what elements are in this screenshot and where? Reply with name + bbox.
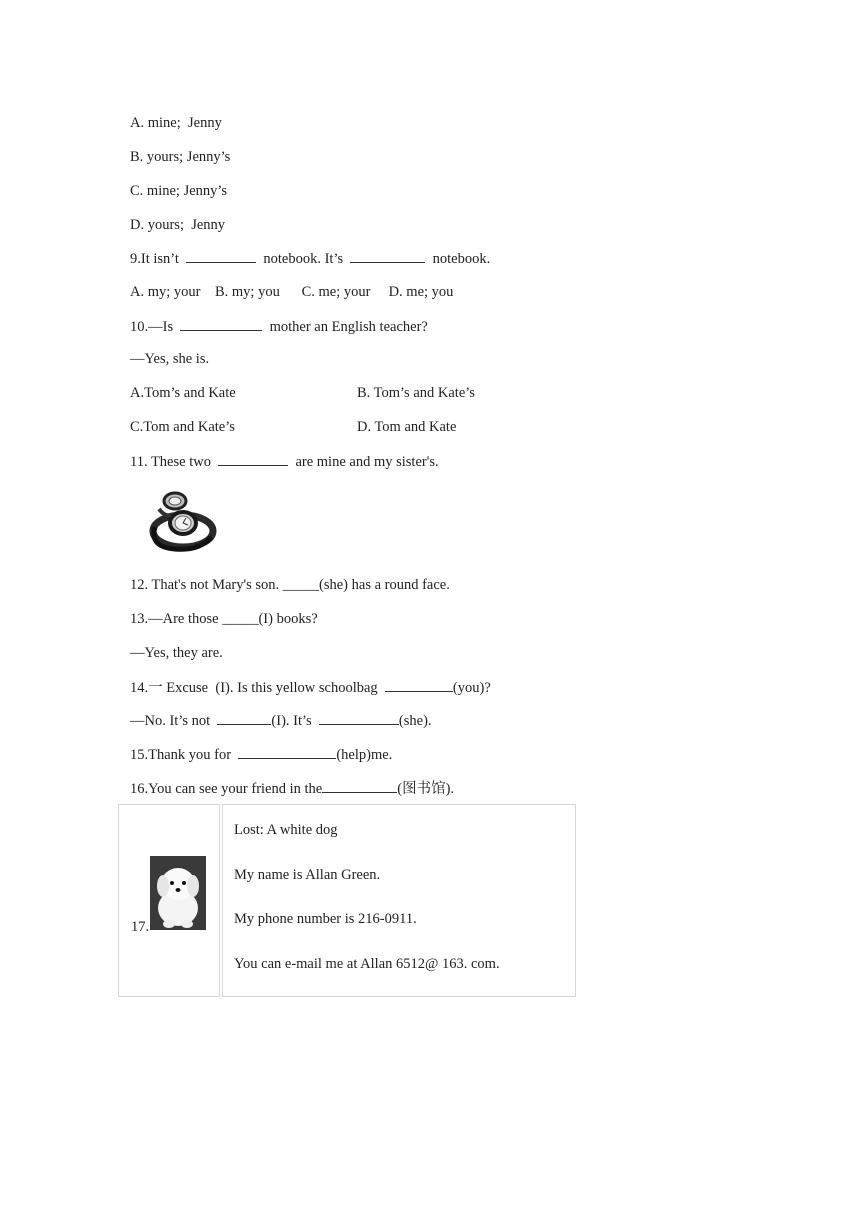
q10-option-c: C.Tom and Kate’s (130, 419, 235, 435)
q10-option-b: B. Tom’s and Kate’s (357, 385, 475, 401)
q8-option-d: D. yours; Jenny (130, 217, 226, 233)
q14-line2-mid: (I). It’s (271, 713, 319, 729)
notice-line-3: My phone number is 216-0911. (234, 911, 417, 927)
dog-image (150, 856, 206, 930)
q14-mid: (I). Is this yellow schoolbag (215, 680, 385, 696)
q16-prefix: 16.You can see your friend in the (130, 781, 323, 797)
q11-question (130, 452, 439, 471)
q14-blank-2 (217, 711, 271, 725)
q11-prefix: 11. These two (130, 454, 219, 470)
q9-suffix: notebook. (425, 251, 491, 267)
q8-option-a: A. mine; Jenny (130, 115, 222, 131)
notice-line-4: You can e-mail me at Allan 6512@ 163. com. (234, 956, 500, 972)
q8-option-b: B. yours; Jenny’s (130, 149, 231, 165)
q10-option-d: D. Tom and Kate (357, 419, 457, 435)
q14-line2-suffix: (she). (398, 713, 432, 729)
q17-number: 17. (131, 919, 150, 935)
q14-prefix: 14.一 Excuse (130, 680, 216, 696)
q10-suffix: mother an English teacher? (262, 319, 428, 335)
q8-option-c: C. mine; Jenny’s (130, 183, 228, 199)
q14-line2-prefix: —No. It’s not (130, 713, 218, 729)
q15-suffix: (help)me. (336, 747, 393, 763)
q15-prefix: 15.Thank you for (130, 747, 239, 763)
notice-line-1: Lost: A white dog (234, 822, 338, 838)
q9-options: A. my; your B. my; you C. me; your D. me; you (130, 284, 454, 300)
q13-question: 13.—Are those _____(I) books? (130, 611, 318, 627)
q14-blank-1 (385, 678, 453, 692)
q10-prefix: 10.—Is (130, 319, 181, 335)
q10-question (130, 317, 428, 336)
q9-prefix: 9.It isn’t (130, 251, 187, 267)
q15-question (130, 745, 392, 764)
q11-blank (218, 452, 288, 466)
q15-blank (238, 745, 336, 759)
q10-option-a: A.Tom’s and Kate (130, 385, 236, 401)
q9-blank-1 (186, 249, 256, 263)
q11-suffix: are mine and my sister's. (288, 454, 439, 470)
q14-suffix: (you)? (452, 680, 491, 696)
q10-answer: —Yes, she is. (130, 351, 210, 367)
q13-answer: —Yes, they are. (130, 645, 223, 661)
notice-line-2: My name is Allan Green. (234, 867, 381, 883)
q9-blank-2 (350, 249, 425, 263)
q10-blank (180, 317, 262, 331)
q14-question (130, 678, 491, 697)
q9-question (130, 249, 490, 268)
q16-suffix: (图书馆). (397, 781, 455, 797)
q14-blank-3 (319, 711, 399, 725)
q12-question: 12. That's not Mary's son. _____(she) has a round face. (130, 577, 450, 593)
q16-question (130, 779, 454, 798)
q16-blank (322, 779, 397, 793)
q9-middle: notebook. It’s (256, 251, 351, 267)
q14-answer (130, 711, 432, 730)
watch-image (145, 487, 217, 553)
